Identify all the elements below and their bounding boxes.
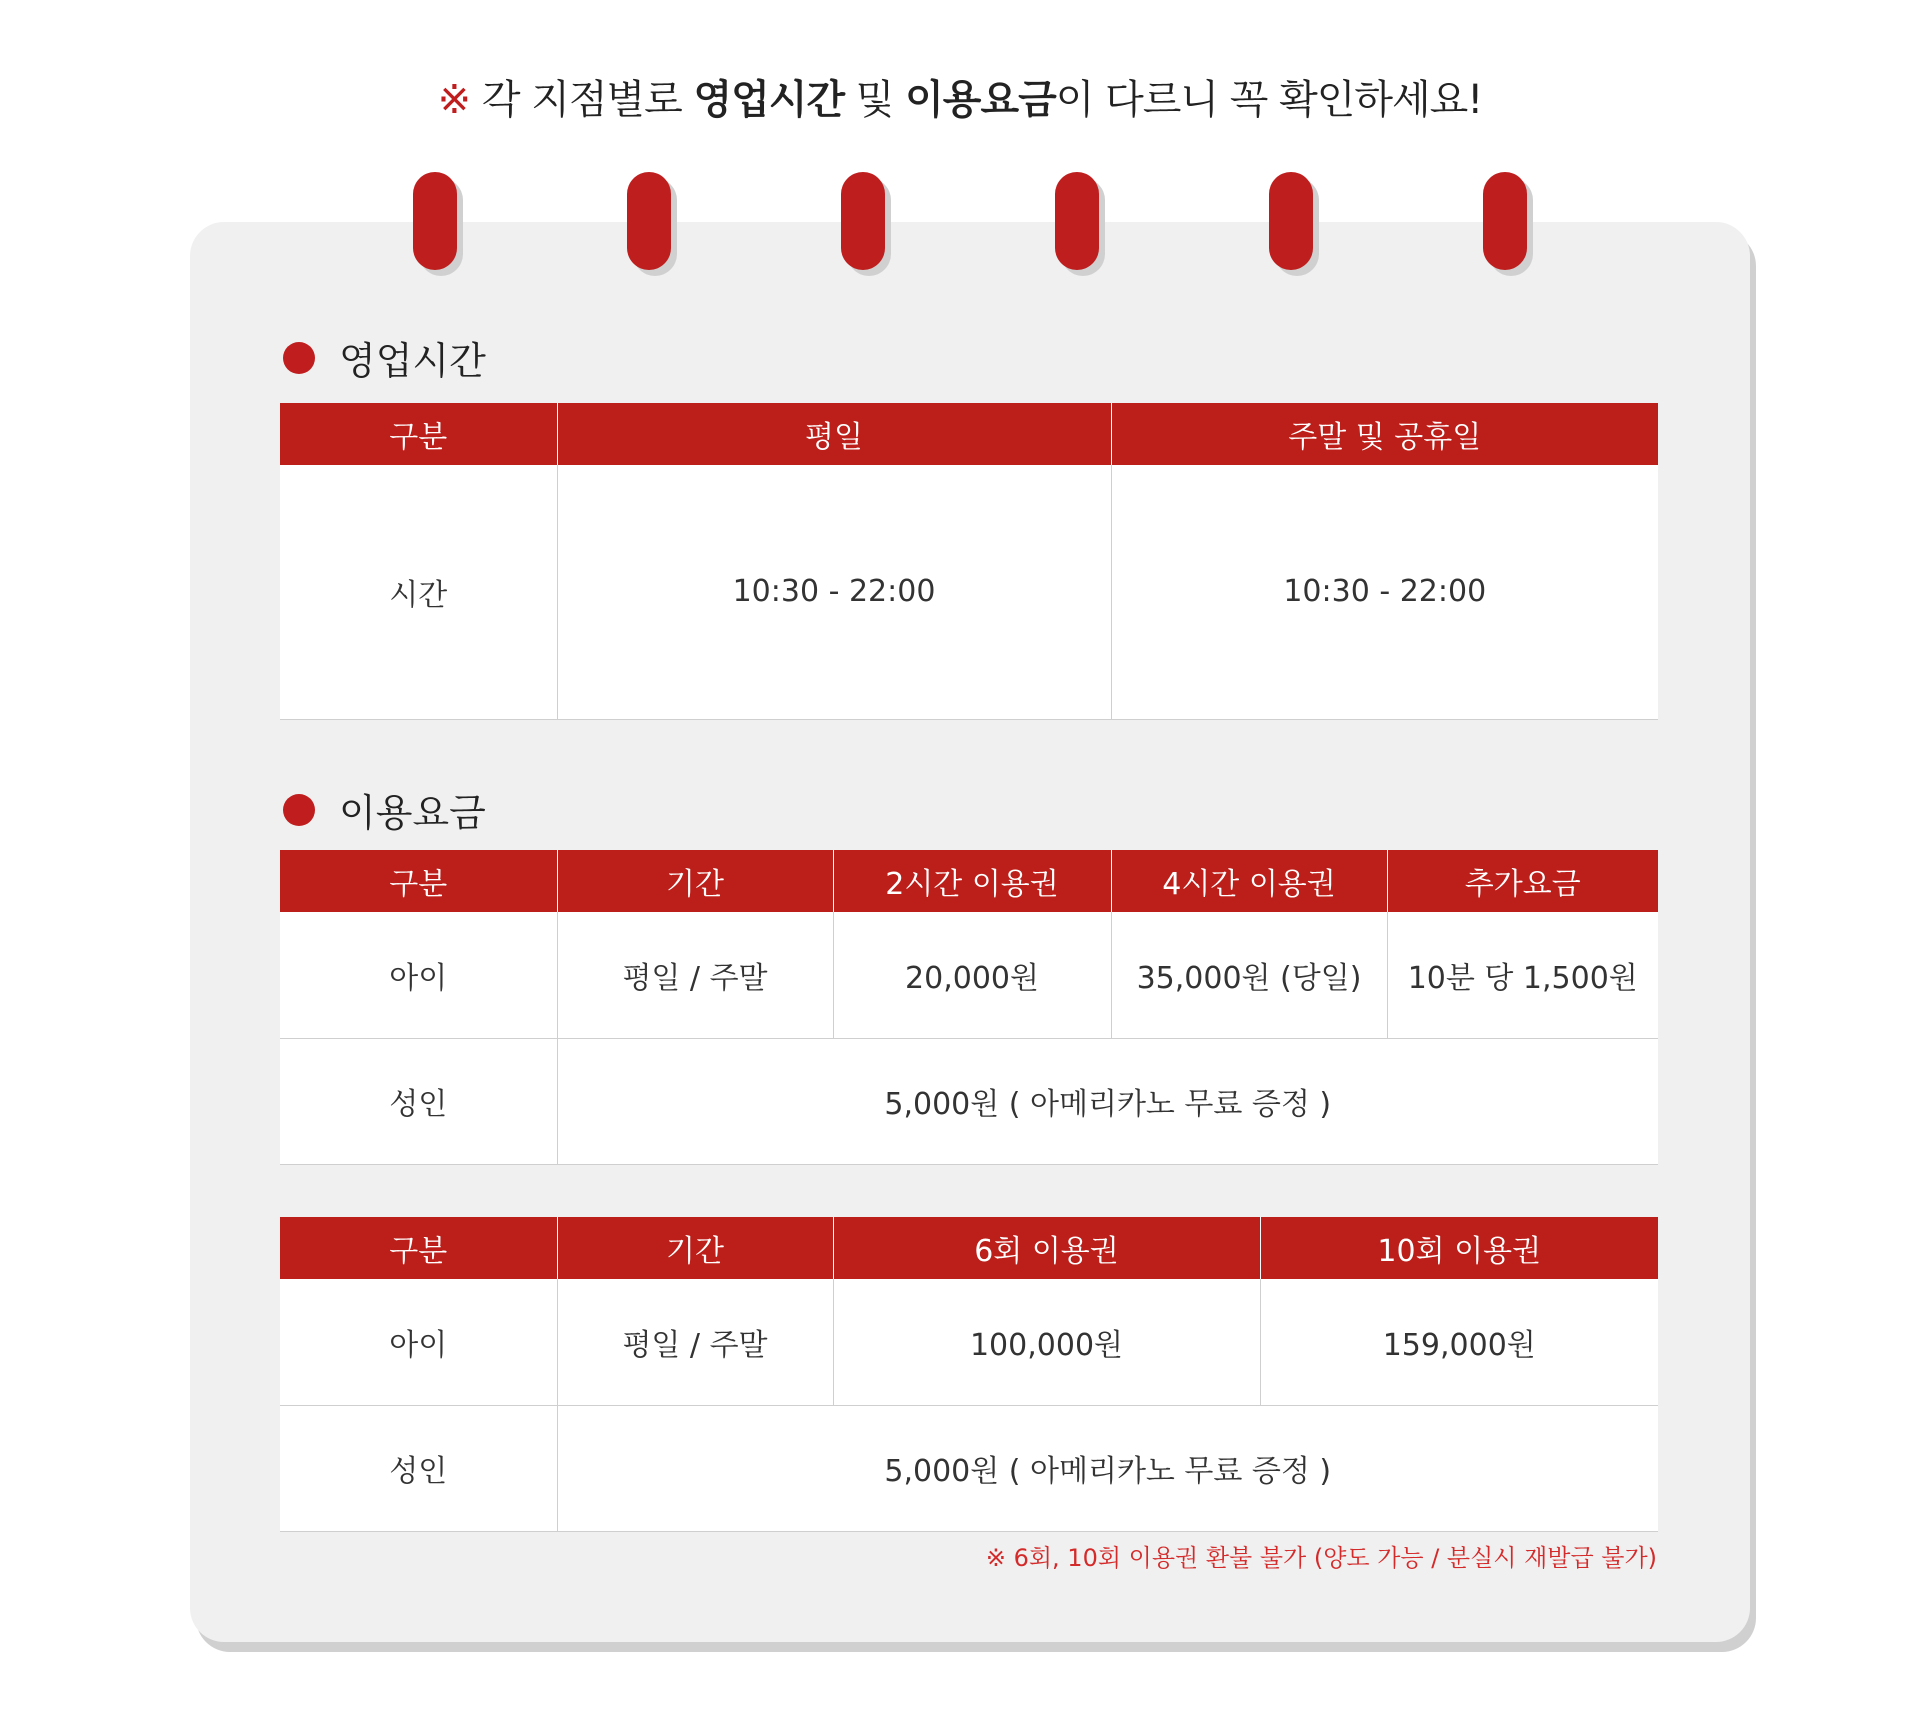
fees1-child-period: 평일 / 주말: [557, 912, 833, 1038]
binder-ring: [1269, 172, 1313, 270]
fees1-header-row: [280, 850, 1658, 912]
fees1-child-row: [280, 912, 1658, 1038]
hours-weekday-value: 10:30 - 22:00: [557, 465, 1111, 719]
notice-bold-fees: 이용요금: [905, 77, 1056, 123]
fees1-header-extra: 추가요금: [1387, 850, 1658, 912]
hours-weekend-value: 10:30 - 22:00: [1111, 465, 1658, 719]
fees2-child-6pass: 100,000원: [833, 1279, 1260, 1405]
hours-header-category: 구분: [280, 403, 557, 465]
binder-ring: [413, 172, 457, 270]
hours-header-row: [280, 403, 1658, 465]
hours-row: [280, 465, 1658, 719]
fees2-child-row: [280, 1279, 1658, 1405]
binder-ring: [1055, 172, 1099, 270]
fees1-child-label: 아이: [280, 912, 557, 1038]
hours-header-weekend: 주말 및 공휴일: [1111, 403, 1658, 465]
hours-header-weekday: 평일: [557, 403, 1111, 465]
notice-text-1: 각 지점별로: [470, 77, 694, 123]
notice-banner: [0, 68, 1920, 125]
fees1-header-2h: 2시간 이용권: [833, 850, 1111, 912]
notice-mark: ※: [437, 77, 471, 123]
notice-bold-hours: 영업시간: [693, 77, 845, 123]
fees2-header-6pass: 6회 이용권: [833, 1217, 1260, 1279]
fees-title-text: 이용요금: [339, 791, 486, 835]
fees-section-title: [283, 782, 486, 837]
fees1-header-period: 기간: [557, 850, 833, 912]
fees1-child-extra: 10분 당 1,500원: [1387, 912, 1658, 1038]
fees2-adult-row: [280, 1405, 1658, 1531]
bullet-dot-icon: [283, 794, 315, 826]
binder-ring: [1483, 172, 1527, 270]
fees2-header-period: 기간: [557, 1217, 833, 1279]
fees2-child-label: 아이: [280, 1279, 557, 1405]
notice-text-2: 및: [844, 77, 906, 123]
hours-table: [280, 403, 1658, 720]
hours-title-text: 영업시간: [339, 339, 486, 383]
hours-row-label: 시간: [280, 465, 557, 719]
fees2-adult-value: 5,000원 ( 아메리카노 무료 증정 ): [557, 1405, 1658, 1531]
fees2-adult-label: 성인: [280, 1405, 557, 1531]
fees-table-hourly: [280, 850, 1658, 1165]
fees-table-pass: [280, 1217, 1658, 1532]
notice-text-3: 이 다르니 꼭 확인하세요!: [1055, 77, 1483, 123]
fees1-adult-label: 성인: [280, 1038, 557, 1164]
binder-ring: [627, 172, 671, 270]
bullet-dot-icon: [283, 342, 315, 374]
fees2-header-row: [280, 1217, 1658, 1279]
fees1-child-2h: 20,000원: [833, 912, 1111, 1038]
fees1-header-4h: 4시간 이용권: [1111, 850, 1387, 912]
fees2-header-10pass: 10회 이용권: [1260, 1217, 1658, 1279]
refund-footnote: ※ 6회, 10회 이용권 환불 불가 (양도 가능 / 분실시 재발급 불가): [985, 1544, 1657, 1572]
hours-section-title: [283, 330, 486, 385]
fees1-header-category: 구분: [280, 850, 557, 912]
fees1-adult-value: 5,000원 ( 아메리카노 무료 증정 ): [557, 1038, 1658, 1164]
fees2-child-period: 평일 / 주말: [557, 1279, 833, 1405]
fees2-child-10pass: 159,000원: [1260, 1279, 1658, 1405]
fees1-adult-row: [280, 1038, 1658, 1164]
fees1-child-4h: 35,000원 (당일): [1111, 912, 1387, 1038]
binder-ring: [841, 172, 885, 270]
fees2-header-category: 구분: [280, 1217, 557, 1279]
